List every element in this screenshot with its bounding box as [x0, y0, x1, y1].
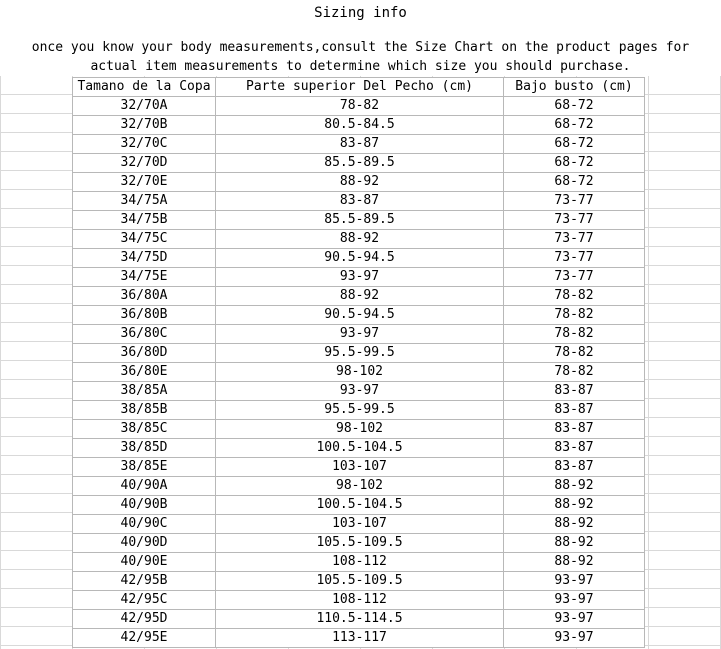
cell-underbust: 88-92	[504, 515, 645, 534]
cell-cup-size: 38/85A	[73, 382, 216, 401]
table-row	[73, 173, 645, 192]
table-row	[73, 154, 645, 173]
cell-underbust: 83-87	[504, 401, 645, 420]
table-row	[73, 401, 645, 420]
cell-underbust: 93-97	[504, 591, 645, 610]
cell-cup-size: 40/90C	[73, 515, 216, 534]
table-row	[73, 306, 645, 325]
cell-cup-size: 42/95B	[73, 572, 216, 591]
cell-cup-size: 36/80E	[73, 363, 216, 382]
cell-upper-chest: 105.5-109.5	[216, 534, 504, 553]
cell-underbust: 78-82	[504, 306, 645, 325]
cell-underbust: 83-87	[504, 439, 645, 458]
cell-cup-size: 34/75D	[73, 249, 216, 268]
cell-upper-chest: 113-117	[216, 629, 504, 648]
cell-underbust: 93-97	[504, 572, 645, 591]
table-row	[73, 591, 645, 610]
cell-underbust: 68-72	[504, 97, 645, 116]
cell-cup-size: 40/90D	[73, 534, 216, 553]
cell-upper-chest: 98-102	[216, 420, 504, 439]
cell-underbust: 83-87	[504, 382, 645, 401]
cell-upper-chest: 78-82	[216, 97, 504, 116]
cell-cup-size: 40/90A	[73, 477, 216, 496]
table-row	[73, 553, 645, 572]
table-row	[73, 382, 645, 401]
table-row	[73, 211, 645, 230]
table-row	[73, 572, 645, 591]
cell-underbust: 73-77	[504, 268, 645, 287]
cell-underbust: 78-82	[504, 325, 645, 344]
cell-upper-chest: 98-102	[216, 477, 504, 496]
cell-upper-chest: 80.5-84.5	[216, 116, 504, 135]
table-row	[73, 610, 645, 629]
cell-cup-size: 42/95E	[73, 629, 216, 648]
table-row	[73, 268, 645, 287]
cell-underbust: 93-97	[504, 629, 645, 648]
intro-line-2: actual item measurements to determine which size you should purchase.	[90, 59, 631, 74]
cell-underbust: 88-92	[504, 477, 645, 496]
intro-text	[0, 38, 721, 76]
cell-upper-chest: 108-112	[216, 591, 504, 610]
cell-underbust: 88-92	[504, 534, 645, 553]
table-row	[73, 629, 645, 648]
size-chart-table	[72, 77, 645, 648]
cell-underbust: 83-87	[504, 458, 645, 477]
table-row	[73, 439, 645, 458]
cell-upper-chest: 103-107	[216, 515, 504, 534]
cell-upper-chest: 110.5-114.5	[216, 610, 504, 629]
cell-upper-chest: 88-92	[216, 287, 504, 306]
cell-underbust: 73-77	[504, 192, 645, 211]
cell-upper-chest: 105.5-109.5	[216, 572, 504, 591]
cell-underbust: 78-82	[504, 363, 645, 382]
cell-upper-chest: 93-97	[216, 382, 504, 401]
cell-underbust: 83-87	[504, 420, 645, 439]
cell-underbust: 68-72	[504, 173, 645, 192]
cell-cup-size: 34/75C	[73, 230, 216, 249]
cell-underbust: 78-82	[504, 287, 645, 306]
cell-cup-size: 32/70C	[73, 135, 216, 154]
cell-upper-chest: 100.5-104.5	[216, 439, 504, 458]
cell-cup-size: 36/80B	[73, 306, 216, 325]
cell-upper-chest: 85.5-89.5	[216, 154, 504, 173]
table-row	[73, 135, 645, 154]
cell-upper-chest: 95.5-99.5	[216, 344, 504, 363]
cell-underbust: 73-77	[504, 211, 645, 230]
header-upper-chest: Parte superior Del Pecho (cm)	[216, 78, 504, 97]
table-row	[73, 363, 645, 382]
cell-underbust: 88-92	[504, 553, 645, 572]
cell-underbust: 68-72	[504, 135, 645, 154]
cell-cup-size: 32/70D	[73, 154, 216, 173]
cell-upper-chest: 93-97	[216, 268, 504, 287]
table-row	[73, 344, 645, 363]
table-row	[73, 249, 645, 268]
cell-cup-size: 40/90B	[73, 496, 216, 515]
cell-cup-size: 36/80D	[73, 344, 216, 363]
cell-cup-size: 38/85B	[73, 401, 216, 420]
table-row	[73, 534, 645, 553]
table-row	[73, 515, 645, 534]
table-row	[73, 496, 645, 515]
cell-underbust: 68-72	[504, 116, 645, 135]
header-cup-size: Tamano de la Copa	[73, 78, 216, 97]
cell-underbust: 68-72	[504, 154, 645, 173]
cell-upper-chest: 100.5-104.5	[216, 496, 504, 515]
table-row	[73, 287, 645, 306]
cell-underbust: 73-77	[504, 249, 645, 268]
cell-cup-size: 40/90E	[73, 553, 216, 572]
cell-cup-size: 36/80A	[73, 287, 216, 306]
table-row	[73, 97, 645, 116]
header-underbust: Bajo busto (cm)	[504, 78, 645, 97]
cell-cup-size: 34/75A	[73, 192, 216, 211]
cell-upper-chest: 85.5-89.5	[216, 211, 504, 230]
cell-cup-size: 32/70E	[73, 173, 216, 192]
cell-underbust: 93-97	[504, 610, 645, 629]
table-body	[73, 97, 645, 648]
table-row	[73, 477, 645, 496]
cell-underbust: 78-82	[504, 344, 645, 363]
cell-upper-chest: 90.5-94.5	[216, 249, 504, 268]
table-row	[73, 230, 645, 249]
cell-upper-chest: 88-92	[216, 173, 504, 192]
table-row	[73, 116, 645, 135]
cell-upper-chest: 98-102	[216, 363, 504, 382]
table-row	[73, 192, 645, 211]
cell-underbust: 73-77	[504, 230, 645, 249]
intro-line-1: once you know your body measurements,consult the Size Chart on the product pages for	[31, 40, 690, 55]
cell-upper-chest: 93-97	[216, 325, 504, 344]
cell-upper-chest: 103-107	[216, 458, 504, 477]
cell-cup-size: 34/75B	[73, 211, 216, 230]
table-row	[73, 458, 645, 477]
cell-upper-chest: 83-87	[216, 192, 504, 211]
cell-upper-chest: 108-112	[216, 553, 504, 572]
cell-cup-size: 36/80C	[73, 325, 216, 344]
table-row	[73, 420, 645, 439]
cell-upper-chest: 83-87	[216, 135, 504, 154]
cell-upper-chest: 90.5-94.5	[216, 306, 504, 325]
table-row	[73, 325, 645, 344]
cell-cup-size: 42/95D	[73, 610, 216, 629]
cell-cup-size: 32/70B	[73, 116, 216, 135]
table-header-row	[73, 78, 645, 97]
cell-cup-size: 38/85C	[73, 420, 216, 439]
cell-underbust: 88-92	[504, 496, 645, 515]
page-title: Sizing info	[0, 0, 721, 38]
cell-cup-size: 42/95C	[73, 591, 216, 610]
cell-cup-size: 34/75E	[73, 268, 216, 287]
cell-cup-size: 38/85D	[73, 439, 216, 458]
cell-upper-chest: 88-92	[216, 230, 504, 249]
cell-cup-size: 38/85E	[73, 458, 216, 477]
cell-cup-size: 32/70A	[73, 97, 216, 116]
cell-upper-chest: 95.5-99.5	[216, 401, 504, 420]
